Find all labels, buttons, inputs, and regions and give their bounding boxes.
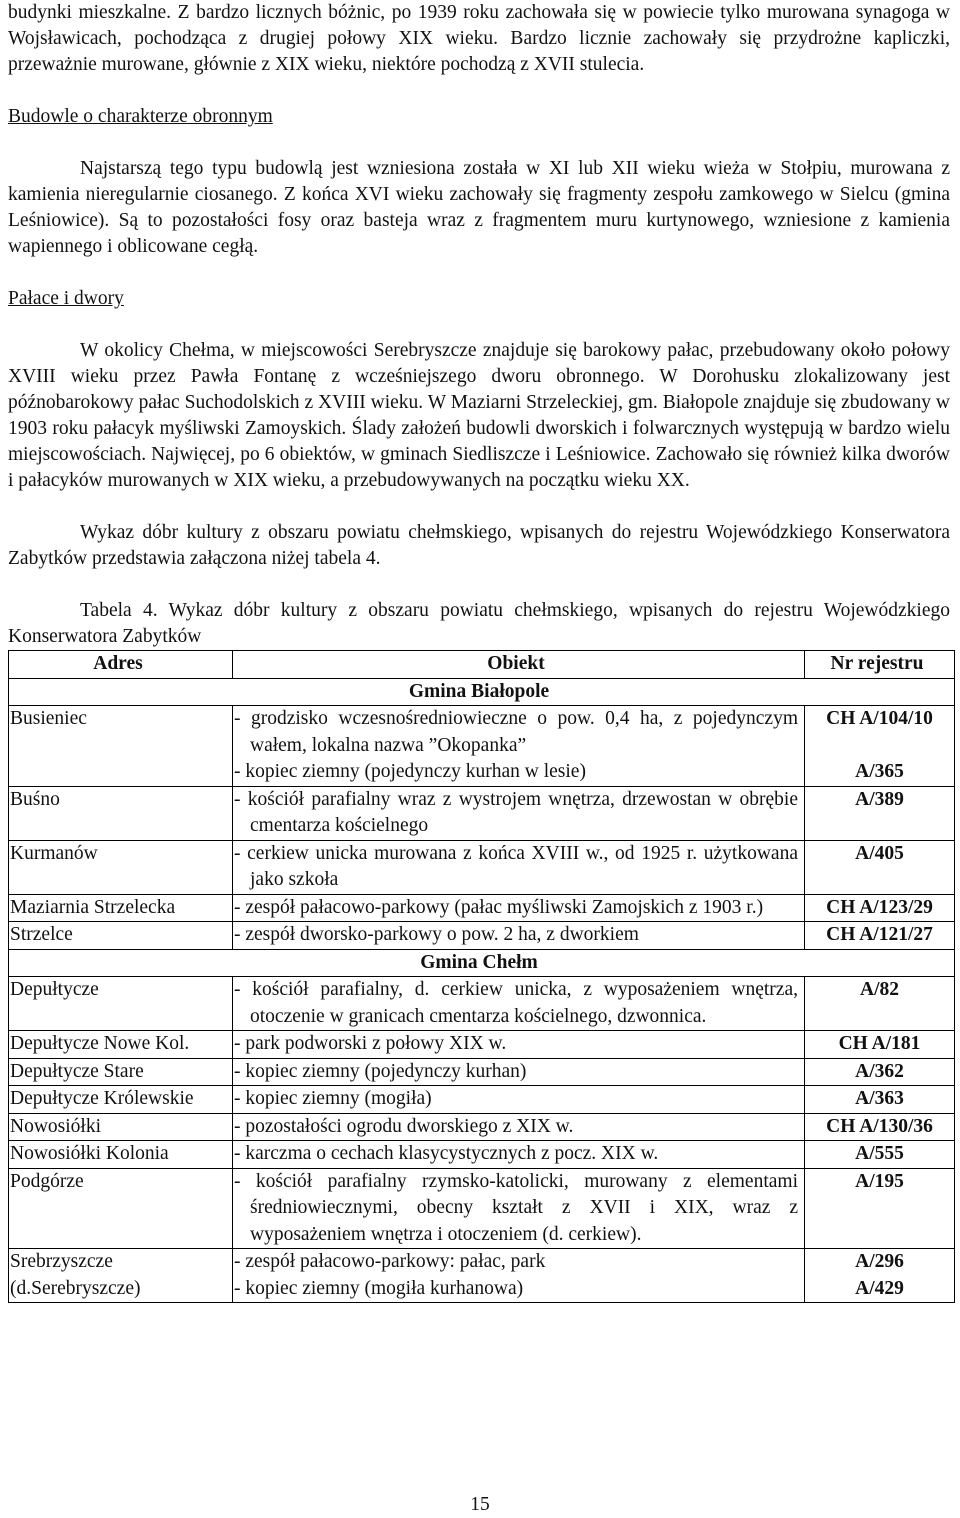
cell-obiekt (233, 1141, 805, 1169)
table-row (9, 706, 955, 787)
header-obiekt: Obiekt (233, 651, 805, 679)
object-item: - zespół dworsko-parkowy o pow. 2 ha, z dworkiem (234, 924, 639, 945)
cell-nr-rejestru (805, 1086, 955, 1114)
cell-obiekt (233, 1086, 805, 1114)
cell-nr-rejestru (805, 894, 955, 922)
cell-adres: Srebrzyszcze (d.Serebryszcze) (9, 1249, 233, 1303)
table-row (9, 786, 955, 840)
register-number: A/365 (855, 761, 904, 782)
register-number: CH A/121/27 (826, 924, 933, 945)
section-text-register: Wykaz dóbr kultury z obszaru powiatu chełmskiego, wpisanych do rejestru Wojewódzkiego Konserwatora Zabytków przedstawia załączona niżej tabela 4. (8, 522, 950, 569)
cell-adres: Buśno (9, 786, 233, 840)
register-number: CH A/123/29 (826, 896, 933, 918)
table-row (9, 894, 955, 922)
cell-obiekt (233, 1249, 805, 1303)
object-item: - kościół parafialny, d. cerkiew unicka, z wyposażeniem wnętrza, otoczenie w granicach cmentarza kościelnego, dzwonnica. (234, 979, 798, 1027)
register-number (809, 733, 950, 760)
object-item: - kopiec ziemny (mogiła) (234, 1088, 432, 1109)
gmina-row (9, 678, 955, 706)
table-row (9, 1086, 955, 1114)
header-nr-rejestru: Nr rejestru (805, 651, 955, 679)
cell-adres: Depułtycze Stare (9, 1058, 233, 1086)
register-number: A/296 (855, 1251, 904, 1272)
header-adres: Adres (9, 651, 233, 679)
intro-paragraph: budynki mieszkalne. Z bardzo licznych bóżnic, po 1939 roku zachowała się w powiecie tylko murowana synagoga w Wojsławicach, pochodząca z drugiej połowy XIX wieku. Bardzo licznie zachowały się przydrożne kapliczki, przeważnie murowane, głównie z XIX wieku, niektóre pochodzą z XVII stulecia. (8, 2, 950, 75)
cell-nr-rejestru (805, 1031, 955, 1059)
table-row (9, 922, 955, 950)
table-row (9, 1141, 955, 1169)
table-row (9, 840, 955, 894)
cell-nr-rejestru (805, 977, 955, 1031)
cell-nr-rejestru (805, 706, 955, 787)
object-item: - kopiec ziemny (pojedynczy kurhan w lesie) (234, 761, 586, 782)
cell-nr-rejestru (805, 922, 955, 950)
cell-adres: Depułtycze Królewskie (9, 1086, 233, 1114)
register-number: A/405 (855, 842, 904, 864)
cell-obiekt (233, 706, 805, 787)
cell-obiekt (233, 1113, 805, 1141)
gmina-row (9, 949, 955, 977)
cell-obiekt (233, 922, 805, 950)
cell-adres: Strzelce (9, 922, 233, 950)
page-number: 15 (470, 1494, 490, 1515)
section-heading-palaces: Pałace i dwory (8, 288, 124, 309)
object-item: - cerkiew unicka murowana z końca XVIII w., od 1925 r. użytkowana jako szkoła (234, 842, 798, 890)
object-item: - kościół parafialny wraz z wystrojem wnętrza, drzewostan w obrębie cmentarza kościelnego (234, 788, 798, 836)
cell-adres: Maziarnia Strzelecka (9, 894, 233, 922)
table-row (9, 977, 955, 1031)
cell-nr-rejestru (805, 1141, 955, 1169)
register-number: CH A/130/36 (826, 1115, 933, 1137)
register-number: A/82 (860, 979, 899, 1000)
gmina-label: Gmina Białopole (9, 678, 955, 706)
table-row (9, 1168, 955, 1249)
register-number: A/429 (855, 1277, 904, 1299)
cell-obiekt (233, 786, 805, 840)
object-item: - karczma o cechach klasycystycznych z pocz. XIX w. (234, 1143, 659, 1164)
register-number: A/363 (855, 1088, 904, 1109)
cell-adres: Depułtycze Nowe Kol. (9, 1031, 233, 1059)
table-header-row (9, 651, 955, 679)
object-item: - pozostałości ogrodu dworskiego z XIX w. (234, 1115, 574, 1137)
object-item: - grodzisko wczesnośredniowieczne o pow. 0,4 ha, z pojedynczym wałem, lokalna nazwa ”Okopanka” (234, 708, 798, 756)
section-text-defensive: Najstarszą tego typu budowlą jest wzniesiona została w XI lub XII wieku wieża w Stołpiu, murowana z kamienia nieregularnie ciosanego. Z końca XVI wieku zachowały się fragmenty zespołu zamkowego w Sielcu (gmina Leśniowice). Są to pozostałości fosy oraz basteja wraz z fragmentem muru kurtynowego, wzniesione z kamienia wapiennego i oblicowane cegłą. (8, 158, 950, 257)
register-number: A/362 (855, 1060, 904, 1082)
cell-adres: Nowosiółki Kolonia (9, 1141, 233, 1169)
document-page (8, 0, 950, 1303)
section-heading-defensive: Budowle o charakterze obronnym (8, 106, 273, 127)
gmina-label: Gmina Chełm (9, 949, 955, 977)
register-number: A/195 (855, 1170, 904, 1192)
cell-obiekt (233, 840, 805, 894)
cell-adres: Kurmanów (9, 840, 233, 894)
cell-obiekt (233, 1058, 805, 1086)
cell-adres: Podgórze (9, 1168, 233, 1249)
cell-nr-rejestru (805, 1249, 955, 1303)
table-row (9, 1031, 955, 1059)
section-text-palaces: W okolicy Chełma, w miejscowości Serebryszcze znajduje się barokowy pałac, przebudowany około połowy XVIII wieku przez Pawła Fontanę z wcześniejszego dworu obronnego. W Dorohusku zlokalizowany jest późnobarokowy pałac Suchodolskich z XVIII wieku. W Maziarni Strzeleckiej, gm. Białopole znajduje się zbudowany w 1903 roku pałacyk myśliwski Zamoyskich. Ślady założeń budowli dworskich i folwarcznych występują w bardzo wielu miejscowościach. Najwięcej, po 6 obiektów, w gminach Siedliszcze i Leśniowice. Zachowało się również kilka dworów i pałacyków murowanych w XIX wieku, a przebudowywanych na początku wieku XX. (8, 340, 950, 491)
cell-obiekt (233, 894, 805, 922)
cell-obiekt (233, 977, 805, 1031)
register-number: A/389 (855, 788, 904, 810)
object-item: - park podworski z połowy XIX w. (234, 1033, 507, 1054)
table-row (9, 1058, 955, 1086)
table-row (9, 1113, 955, 1141)
object-item: - kopiec ziemny (mogiła kurhanowa) (234, 1277, 524, 1299)
cell-nr-rejestru (805, 1168, 955, 1249)
table-body (9, 678, 955, 1303)
cell-adres: Depułtycze (9, 977, 233, 1031)
object-item: - kościół parafialny rzymsko-katolicki, murowany z elementami średniowiecznymi, obecny kształt z XVII i XIX, wraz z wyposażeniem wnętrza i otoczeniem (d. cerkiew). (234, 1170, 798, 1245)
cell-nr-rejestru (805, 786, 955, 840)
register-number: CH A/181 (838, 1033, 921, 1054)
table-caption: Tabela 4. Wykaz dóbr kultury z obszaru powiatu chełmskiego, wpisanych do rejestru Wojewódzkiego Konserwatora Zabytków (8, 600, 950, 647)
cell-obiekt (233, 1031, 805, 1059)
register-number: CH A/104/10 (826, 708, 933, 729)
object-item: - kopiec ziemny (pojedynczy kurhan) (234, 1060, 527, 1082)
register-number: A/555 (855, 1143, 904, 1164)
heritage-table (8, 650, 955, 1303)
cell-obiekt (233, 1168, 805, 1249)
table-row (9, 1249, 955, 1303)
cell-adres: Nowosiółki (9, 1113, 233, 1141)
object-item: - zespół pałacowo-parkowy (pałac myśliwski Zamojskich z 1903 r.) (234, 896, 764, 918)
cell-nr-rejestru (805, 1113, 955, 1141)
object-item: - zespół pałacowo-parkowy: pałac, park (234, 1251, 546, 1272)
cell-nr-rejestru (805, 840, 955, 894)
cell-adres: Busieniec (9, 706, 233, 787)
cell-nr-rejestru (805, 1058, 955, 1086)
